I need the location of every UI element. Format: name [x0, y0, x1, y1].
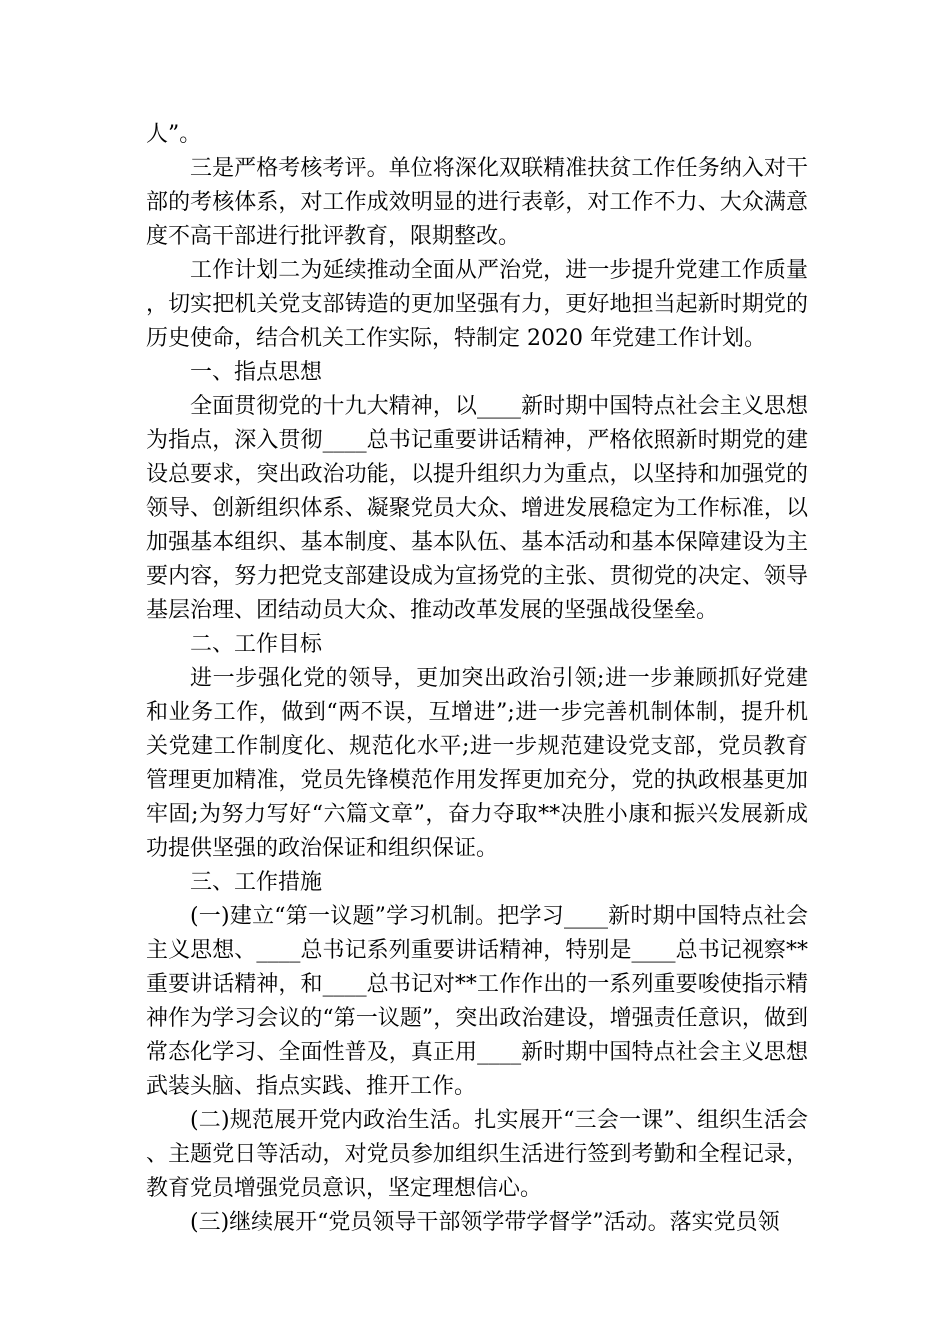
paragraph-measure-1: (一)建立“第一议题”学习机制。把学习____新时期中国特点社会主义思想、____总书记系列重要讲话精神，特别是____总书记视察**重要讲话精神，和____总书记对**工作作出的一系列重要唆使指示精神作为学习会议的“第一议题”，突出政治建设，增强责任意识，做到常态化学习、全面性普及，真正用____新时期中国特点社会主义思想武装头脑、指点实践、推开工作。: [146, 904, 808, 1099]
section-heading-work-goals: 二、工作目标: [190, 632, 323, 657]
paragraph-measure-2: (二)规范展开党内政治生活。扎实展开“三会一课”、组织生活会、主题党日等活动，对党员参加组织生活进行签到考勤和全程记录，教育党员增强党员意识，坚定理想信心。: [146, 1108, 808, 1201]
paragraph-measure-3: (三)继续展开“党员领导干部领学带学督学”活动。落实党员领: [190, 1210, 780, 1235]
document-body: [146, 118, 808, 1240]
paragraph-assessment: 三是严格考核考评。单位将深化双联精准扶贫工作任务纳入对干部的考核体系，对工作成效明显的进行表彰，对工作不力、大众满意度不高干部进行批评教育，限期整改。: [146, 156, 808, 249]
paragraph-plan-intro: 工作计划二为延续推动全面从严治党，进一步提升党建工作质量，切实把机关党支部铸造的更加坚强有力，更好地担当起新时期党的历史使命，结合机关工作实际，特制定 2020 年党建工作计划。: [146, 258, 808, 351]
paragraph-guiding-thought: 全面贯彻党的十九大精神，以____新时期中国特点社会主义思想为指点，深入贯彻____总书记重要讲话精神，严格依照新时期党的建设总要求，突出政治功能，以提升组织力为重点，以坚持和加强党的领导、创新组织体系、凝聚党员大众、增进发展稳定为工作标准，以加强基本组织、基本制度、基本队伍、基本活动和基本保障建设为主要内容，努力把党支部建设成为宣扬党的主张、贯彻党的决定、领导基层治理、团结动员大众、推动改革发展的坚强战役堡垒。: [146, 394, 808, 623]
paragraph-work-goals: 进一步强化党的领导，更加突出政治引领;进一步兼顾抓好党建和业务工作，做到“两不误，互增进”;进一步完善机制体制，提升机关党建工作制度化、规范化水平;进一步规范建设党支部，党员教育管理更加精准，党员先锋模范作用发挥更加充分，党的执政根基更加牢固;为努力写好“六篇文章”，奋力夺取**决胜小康和振兴发展新成功提供坚强的政治保证和组织保证。: [146, 666, 808, 861]
paragraph-continuation: 人”。: [146, 122, 202, 147]
section-heading-guiding-thought: 一、指点思想: [190, 360, 323, 385]
section-heading-work-measures: 三、工作措施: [190, 870, 323, 895]
